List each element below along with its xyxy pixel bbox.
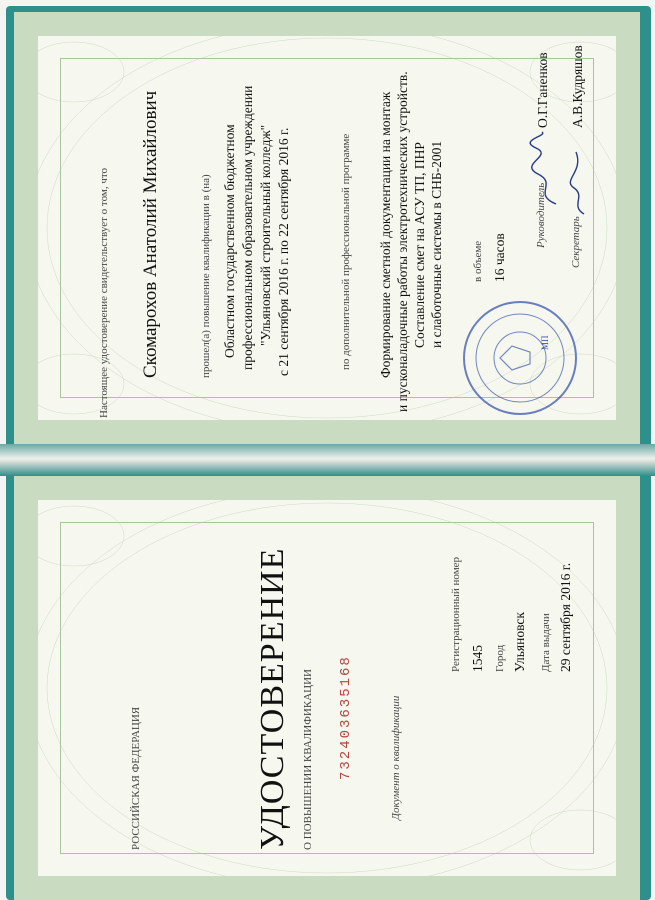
org-line-3: "Ульяновский строительный колледж" xyxy=(258,124,273,346)
serial-number: 732403635168 xyxy=(338,655,354,780)
org-line-1: Областном государственном бюджетном xyxy=(222,124,237,358)
country-label: РОССИЙСКАЯ ФЕДЕРАЦИЯ xyxy=(130,706,142,850)
program-line-2: и пусконаладочные работы электротехнических устройств. xyxy=(395,71,410,412)
program-line-1: Формирование сметной документации на монтаж xyxy=(378,91,393,378)
head-signature xyxy=(528,128,564,208)
training-dates: с 21 сентября 2016 г. по 22 сентября 2016 г. xyxy=(276,127,291,376)
top-page-text xyxy=(40,24,600,418)
secretary-label: Секретарь xyxy=(570,216,582,268)
volume-value: 16 часов xyxy=(492,233,507,282)
reg-number-value: 1545 xyxy=(470,645,485,672)
stamp-text: МП xyxy=(540,335,550,350)
program-line-4: и слаботочные системы в СНБ-2001 xyxy=(429,140,444,348)
org-line-2: профессиональном образовательном учреждении xyxy=(240,85,255,370)
issue-date-label: Дата выдачи xyxy=(540,613,552,672)
passed-text: прошел(а) повышение квалификации в (на) xyxy=(200,174,212,378)
holder-name: Скомарохов Анатолий Михайлович xyxy=(140,90,161,378)
secretary-signature xyxy=(564,148,592,218)
issue-date-value: 29 сентября 2016 г. xyxy=(558,562,573,672)
intro-text: Настоящее удостоверение свидетельствует о том, что xyxy=(98,167,110,418)
certificate-subtitle: О ПОВЫШЕНИИ КВАЛИФИКАЦИИ xyxy=(302,669,314,850)
program-label: по дополнительной профессиональной программе xyxy=(340,133,352,370)
program-line-3: Составление смет на АСУ ТП, ПНР xyxy=(412,142,427,348)
head-label: Руководитель xyxy=(535,182,547,248)
reg-number-label: Регистрационный номер xyxy=(450,556,462,672)
certificate-title: УДОСТОВЕРЕНИЕ xyxy=(254,547,291,850)
document-spine xyxy=(0,444,655,476)
secretary-name: А.В.Кудряшов xyxy=(570,45,585,128)
head-name: О.Г.Ганенков xyxy=(535,52,550,128)
official-stamp xyxy=(460,298,580,418)
city-value: Ульяновск xyxy=(512,612,527,672)
city-label: Город xyxy=(494,644,506,672)
volume-label: в объеме xyxy=(472,240,484,282)
document-type: Документ о квалификации xyxy=(390,695,402,820)
cover-page-text xyxy=(40,490,600,880)
